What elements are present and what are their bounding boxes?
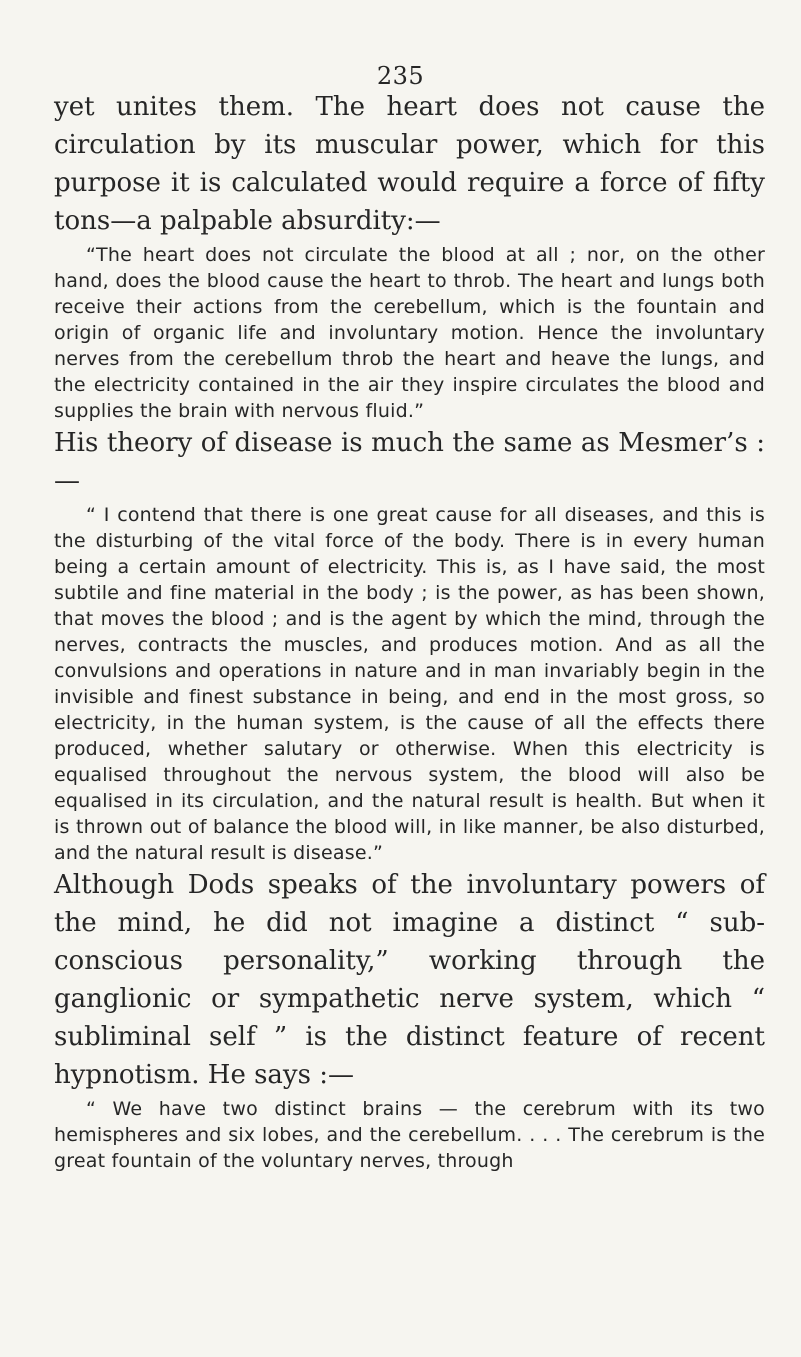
paragraph-theory-of-disease: His theory of disease is much the same as Mesmer’s :— xyxy=(54,428,765,496)
quote-electricity-disease: “ I contend that there is one great cause for all diseases, and this is the disturbing of the vital force of the body. There is in every human being a certain amount of electricity. This is, as I have said, the most subtile and fine material in the body ; is the power, as has been shown, that moves the blood ; and is the agent by which the mind, through the nerves, contracts the muscles, and produces motion. And as all the convulsions and operations in nature and in man invariably begin in the invisible and finest substance in being, and end in the most gross, so electricity, in the human system, is the cause of all the effects there produced, whether salutary or otherwise. When this electricity is equalised throughout the nervous system, the blood will also be equalised in its circulation, and the natural result is health. But when it is thrown out of balance the blood will, in like manner, be also disturbed, and the natural result is disease.” xyxy=(54,504,765,864)
paragraph-subliminal-self: Although Dods speaks of the involuntary powers of the mind, he did not imagine a distinct “ sub-conscious personality,” working through the ganglionic or sympathetic nerve system, which “ subliminal self ” is the distinct feature of recent hypnotism. He says :— xyxy=(54,870,765,1090)
quote-heart-lungs: “The heart does not circulate the blood at all ; nor, on the other hand, does the blood cause the heart to throb. The heart and lungs both receive their actions from the cerebellum, which is the fountain and origin of organic life and involuntary motion. Hence the involuntary nerves from the cerebellum throb the heart and heave the lungs, and the electricity contained in the air they inspire circulates the blood and supplies the brain with nervous fluid.” xyxy=(54,244,765,422)
paragraph-heart-circulation: yet unites them. The heart does not cause the circulation by its muscular power, which for this purpose it is calculated would require a force of fifty tons—a palpable absurdity:— xyxy=(54,92,765,236)
quote-two-brains: “ We have two distinct brains — the cerebrum with its two hemispheres and six lobes, and the cerebellum. . . . The cerebrum is the great fountain of the voluntary nerves, through xyxy=(54,1098,765,1172)
page-body xyxy=(54,88,765,1174)
page-number: 235 xyxy=(376,62,425,90)
